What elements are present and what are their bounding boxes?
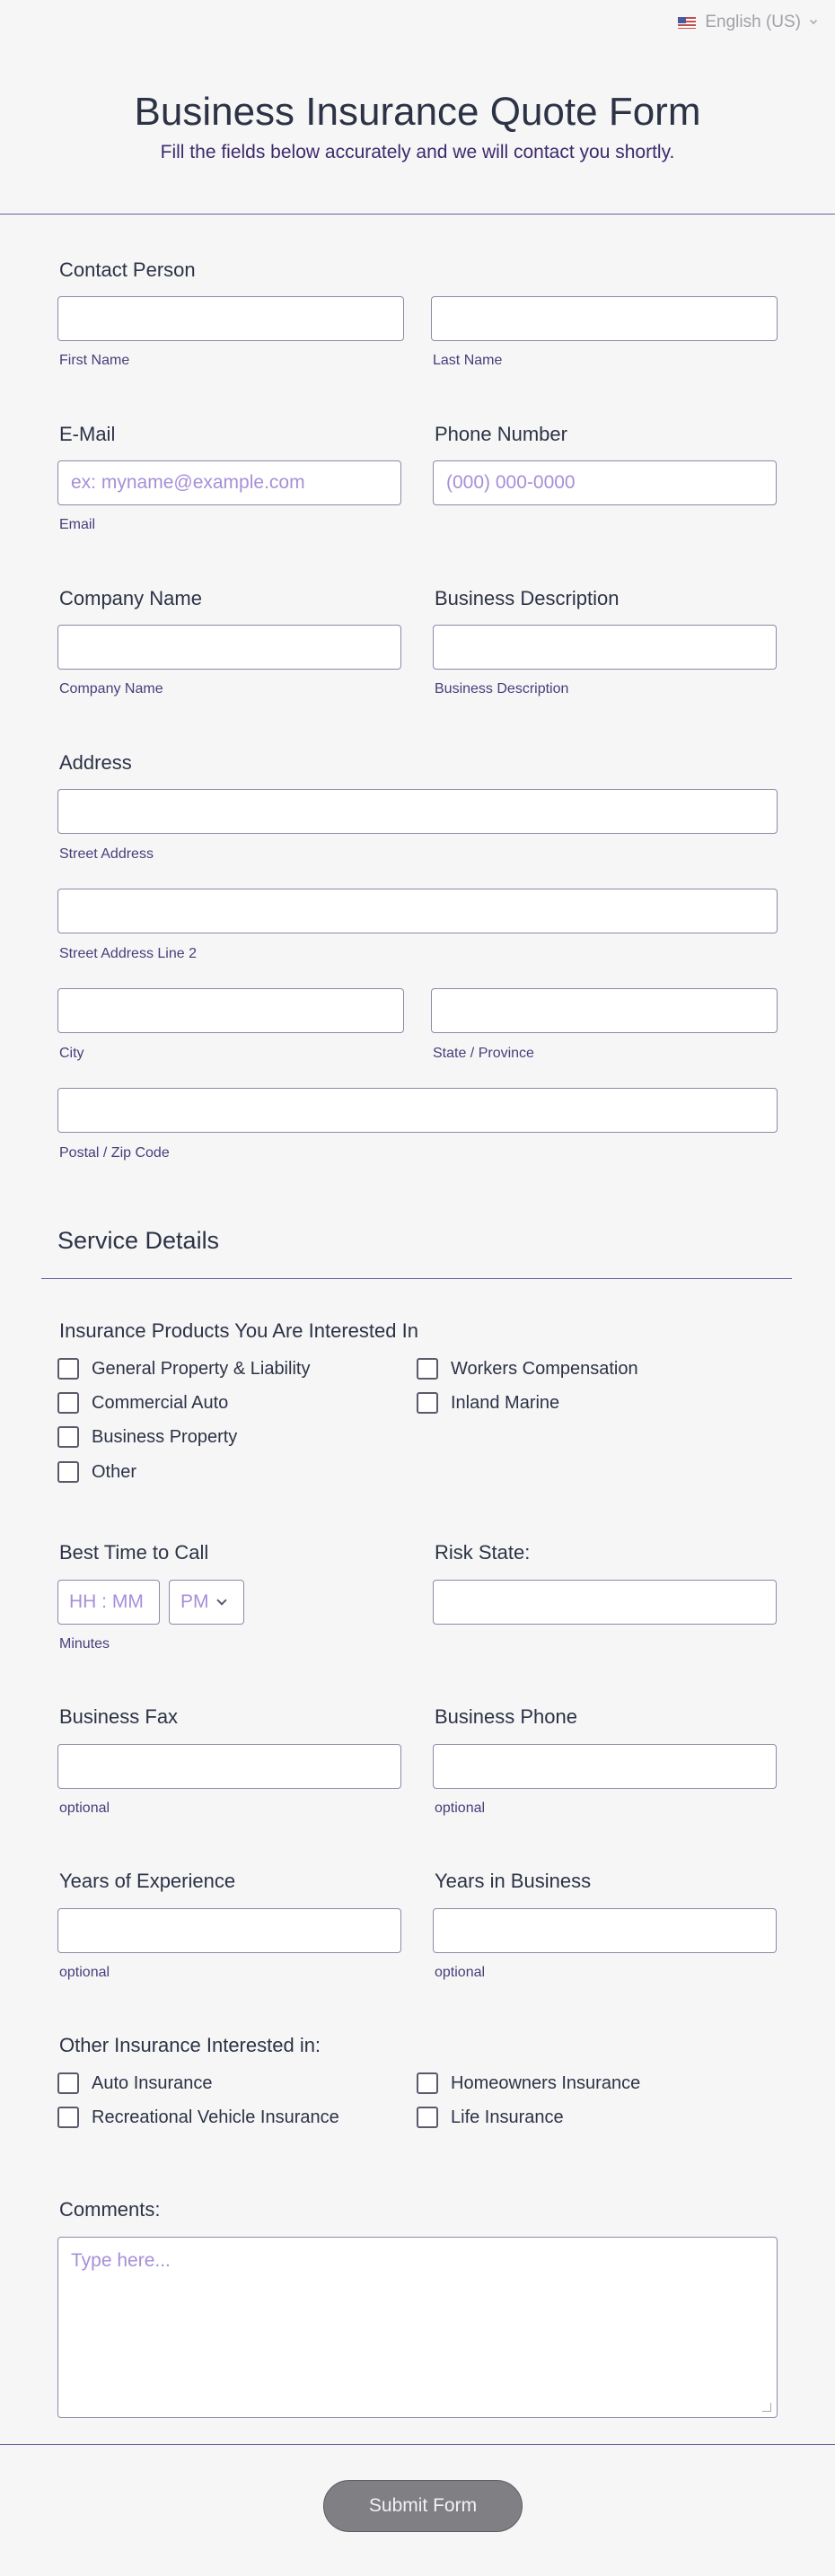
checkbox-label: Business Property bbox=[92, 1426, 238, 1447]
email-label: E-Mail bbox=[59, 423, 116, 445]
checkbox-label: General Property & Liability bbox=[92, 1358, 311, 1379]
last-name-input[interactable] bbox=[431, 296, 778, 341]
footer-divider bbox=[0, 2444, 835, 2445]
last-name-sublabel: Last Name bbox=[433, 353, 503, 368]
address-label: Address bbox=[59, 751, 132, 774]
comments-textarea[interactable] bbox=[57, 2237, 778, 2418]
checkbox-general-property[interactable] bbox=[57, 1358, 310, 1380]
other-insurance-label: Other Insurance Interested in: bbox=[59, 2034, 321, 2056]
checkbox-rv-insurance[interactable] bbox=[57, 2107, 339, 2128]
street-address-sublabel: Street Address bbox=[59, 846, 154, 862]
state-sublabel: State / Province bbox=[433, 1046, 534, 1061]
checkbox-workers-compensation[interactable] bbox=[417, 1358, 638, 1380]
zip-code-input[interactable] bbox=[57, 1088, 778, 1133]
minutes-sublabel: Minutes bbox=[59, 1636, 110, 1652]
service-details-divider bbox=[41, 1278, 792, 1279]
zip-code-sublabel: Postal / Zip Code bbox=[59, 1145, 170, 1161]
business-phone-sublabel: optional bbox=[435, 1801, 486, 1816]
checkbox-label: Commercial Auto bbox=[92, 1392, 229, 1413]
years-experience-label: Years of Experience bbox=[59, 1870, 236, 1892]
checkbox-inland-marine[interactable] bbox=[417, 1392, 559, 1414]
best-time-label: Best Time to Call bbox=[59, 1541, 209, 1564]
checkbox-box[interactable] bbox=[57, 1392, 79, 1414]
first-name-sublabel: First Name bbox=[59, 353, 130, 368]
checkbox-box[interactable] bbox=[57, 1358, 79, 1380]
comments-placeholder: Type here... bbox=[71, 2250, 171, 2271]
comments-label: Comments: bbox=[59, 2198, 161, 2221]
page-title: Business Insurance Quote Form bbox=[134, 90, 701, 134]
city-sublabel: City bbox=[59, 1046, 84, 1061]
business-description-sublabel: Business Description bbox=[435, 681, 569, 697]
street-address-input[interactable] bbox=[57, 789, 778, 834]
checkbox-life-insurance[interactable] bbox=[417, 2107, 564, 2128]
years-experience-sublabel: optional bbox=[59, 1965, 110, 1980]
time-input[interactable]: HH : MM bbox=[57, 1580, 160, 1625]
risk-state-label: Risk State: bbox=[435, 1541, 531, 1564]
checkbox-box[interactable] bbox=[57, 2107, 79, 2128]
business-description-label: Business Description bbox=[435, 587, 620, 609]
checkbox-label: Life Insurance bbox=[451, 2107, 564, 2127]
resize-handle-icon[interactable] bbox=[762, 2403, 771, 2412]
checkbox-box[interactable] bbox=[57, 1426, 79, 1448]
checkbox-box[interactable] bbox=[417, 1392, 438, 1414]
risk-state-input[interactable] bbox=[433, 1580, 777, 1625]
company-name-input[interactable] bbox=[57, 625, 401, 670]
service-details-title: Service Details bbox=[57, 1227, 220, 1254]
language-selector[interactable] bbox=[678, 13, 817, 32]
contact-person-label: Contact Person bbox=[59, 258, 196, 281]
checkbox-label: Inland Marine bbox=[451, 1392, 560, 1413]
checkbox-business-property[interactable] bbox=[57, 1426, 237, 1448]
checkbox-label: Auto Insurance bbox=[92, 2072, 213, 2093]
business-phone-label: Business Phone bbox=[435, 1705, 577, 1728]
insurance-products-label: Insurance Products You Are Interested In bbox=[59, 1319, 418, 1342]
business-phone-input[interactable] bbox=[433, 1744, 777, 1789]
phone-label: Phone Number bbox=[435, 423, 567, 445]
checkbox-commercial-auto[interactable] bbox=[57, 1392, 228, 1414]
checkbox-box[interactable] bbox=[57, 1461, 79, 1483]
checkbox-box[interactable] bbox=[57, 2072, 79, 2094]
checkbox-label: Recreational Vehicle Insurance bbox=[92, 2107, 339, 2127]
email-input[interactable]: ex: myname@example.com bbox=[57, 460, 401, 505]
first-name-input[interactable] bbox=[57, 296, 404, 341]
submit-button[interactable]: Submit Form bbox=[323, 2480, 523, 2532]
checkbox-label: Homeowners Insurance bbox=[451, 2072, 641, 2093]
city-input[interactable] bbox=[57, 988, 404, 1033]
business-fax-sublabel: optional bbox=[59, 1801, 110, 1816]
ampm-value: PM bbox=[180, 1591, 209, 1612]
language-label: English (US) bbox=[705, 13, 801, 31]
years-business-label: Years in Business bbox=[435, 1870, 592, 1892]
business-fax-label: Business Fax bbox=[59, 1705, 179, 1728]
page-subtitle: Fill the fields below accurately and we will contact you shortly. bbox=[160, 142, 675, 162]
checkbox-label: Other bbox=[92, 1461, 137, 1482]
checkbox-other[interactable] bbox=[57, 1461, 136, 1483]
checkbox-label: Workers Compensation bbox=[451, 1358, 638, 1379]
phone-input[interactable]: (000) 000-0000 bbox=[433, 460, 777, 505]
state-input[interactable] bbox=[431, 988, 778, 1033]
email-sublabel: Email bbox=[59, 517, 96, 532]
us-flag-icon bbox=[678, 17, 696, 29]
header-divider bbox=[0, 214, 835, 215]
checkbox-homeowners-insurance[interactable] bbox=[417, 2072, 640, 2094]
company-name-label: Company Name bbox=[59, 587, 202, 609]
ampm-select[interactable] bbox=[169, 1580, 244, 1625]
years-business-input[interactable] bbox=[433, 1908, 777, 1953]
chevron-down-icon bbox=[216, 1595, 226, 1605]
business-description-input[interactable] bbox=[433, 625, 777, 670]
company-name-sublabel: Company Name bbox=[59, 681, 163, 697]
street-address-line2-sublabel: Street Address Line 2 bbox=[59, 946, 197, 961]
years-business-sublabel: optional bbox=[435, 1965, 486, 1980]
checkbox-box[interactable] bbox=[417, 2107, 438, 2128]
checkbox-box[interactable] bbox=[417, 1358, 438, 1380]
years-experience-input[interactable] bbox=[57, 1908, 401, 1953]
street-address-line2-input[interactable] bbox=[57, 889, 778, 933]
checkbox-auto-insurance[interactable] bbox=[57, 2072, 213, 2094]
chevron-down-icon bbox=[810, 17, 817, 24]
business-fax-input[interactable] bbox=[57, 1744, 401, 1789]
checkbox-box[interactable] bbox=[417, 2072, 438, 2094]
